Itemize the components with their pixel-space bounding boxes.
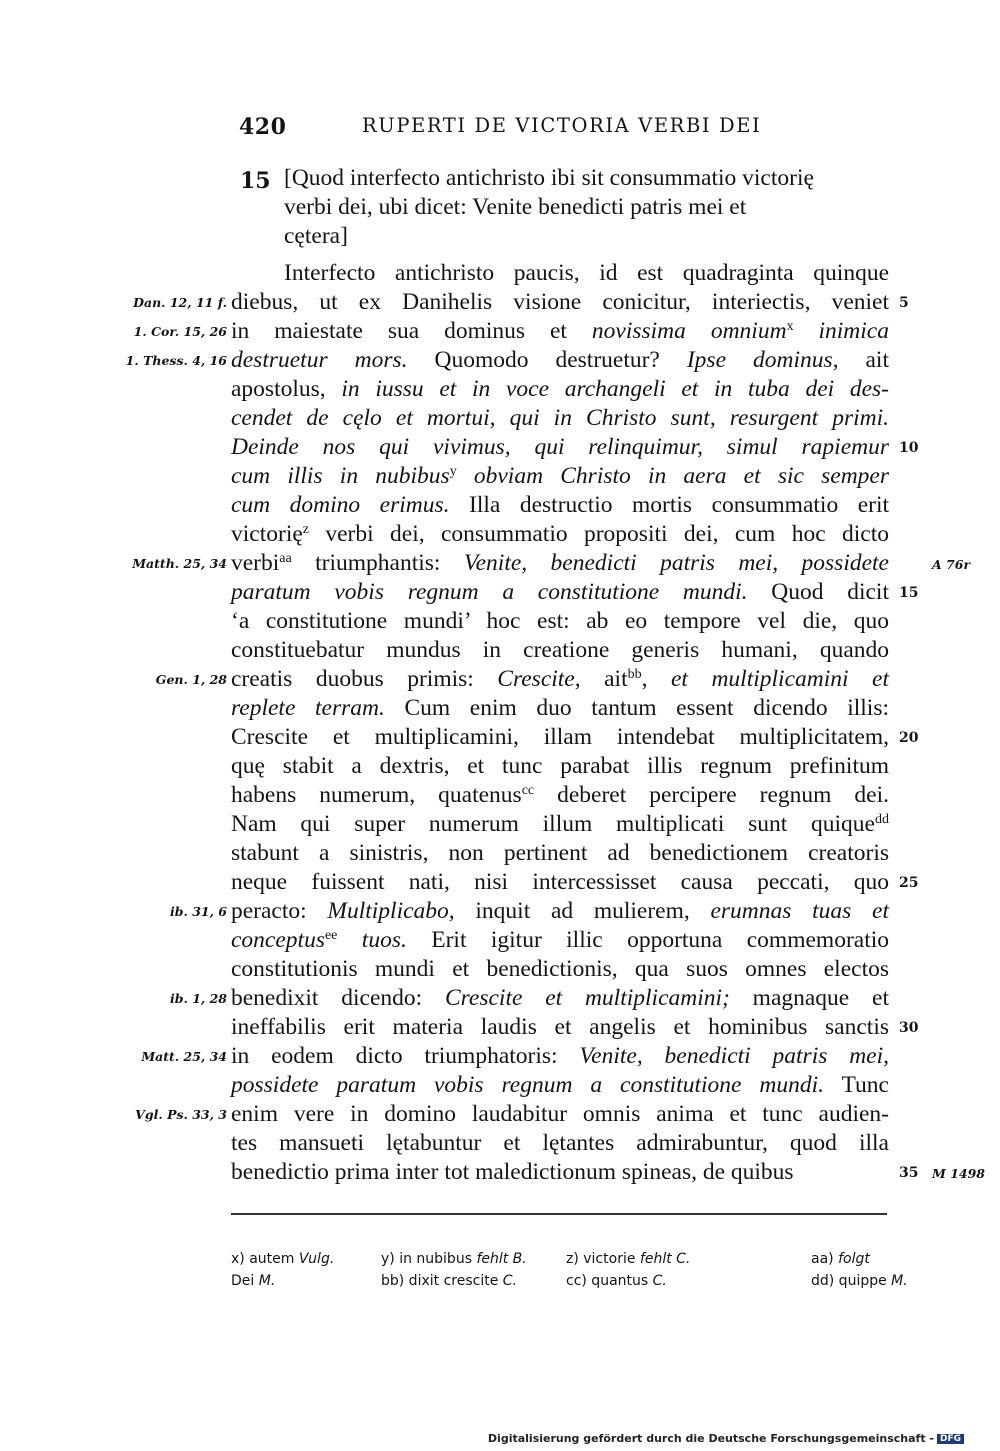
line-number: 35 <box>899 1165 919 1181</box>
text-line: cendet de cęlo et mortui, qui in Christo sunt, resurgent primi. <box>231 405 889 431</box>
text-line: benedixit dicendo: Crescite et multiplicamini; magnaque et <box>231 985 889 1011</box>
text-line: tes mansueti lętabuntur et lętantes admirabuntur, quod illa <box>231 1130 889 1156</box>
text-line: in eodem dicto triumphatoris: Venite, benedicti patris mei, <box>231 1043 890 1069</box>
marginal-reference: ib. 1, 28 <box>170 991 227 1006</box>
digitization-credit <box>488 1432 964 1445</box>
text-line: peracto: Multiplicabo, inquit ad mulierem, erumnas tuas et <box>231 898 889 924</box>
line-number: 15 <box>899 585 919 601</box>
line-number: 10 <box>899 440 919 456</box>
text-line: destruetur mors. Quomodo destruetur? Ipse dominus, ait <box>231 347 889 373</box>
marginal-reference: Dan. 12, 11 f. <box>133 295 227 310</box>
text-line: benedictio prima inter tot maledictionum spineas, de quibus <box>231 1159 794 1185</box>
dfg-logo-icon: DFG <box>937 1434 964 1444</box>
footnote: y) in nubibus fehlt B. <box>381 1251 527 1267</box>
line-number: 20 <box>899 730 919 746</box>
marginal-reference: 1. Cor. 15, 26 <box>133 324 227 339</box>
text-line: paratum vobis regnum a constitutione mundi. Quod dicit <box>231 579 889 605</box>
text-line: possidete paratum vobis regnum a constitutione mundi. Tunc <box>231 1072 889 1098</box>
footnote-line <box>231 1248 887 1270</box>
marginal-reference: ib. 31, 6 <box>170 904 227 919</box>
page-number: 420 <box>239 114 287 140</box>
text-line: verbi$^{aa}$ triumphantis: Venite, benedicti patris mei, possidete <box>231 550 889 576</box>
footnote: bb) dixit crescite C. <box>381 1273 518 1289</box>
text-line: Crescite et multiplicamini, illam intendebat multiplicitatem, <box>231 724 889 750</box>
marginal-reference: Matth. 25, 34 <box>132 556 227 571</box>
footnote: dd) quippe M. <box>811 1273 908 1289</box>
line-number: 25 <box>899 875 919 891</box>
text-line: Interfecto antichristo paucis, id est quadraginta quinque <box>284 260 889 286</box>
text-line: replete terram. Cum enim duo tantum essent dicendo illis: <box>231 695 889 721</box>
text-line: ineffabilis erit materia laudis et angelis et hominibus sanctis <box>231 1014 889 1040</box>
section-number: 15 <box>240 168 271 194</box>
credit-text: Digitalisierung gefördert durch die Deutsche Forschungsgemeinschaft - <box>487 1432 934 1445</box>
heading-line: [Quod interfecto antichristo ibi sit consummatio victorię <box>284 165 814 191</box>
footnote: x) autem Vulg. <box>231 1251 335 1267</box>
marginal-reference: Vgl. Ps. 33, 3 <box>135 1107 227 1122</box>
folio-mark: M 1498 <box>932 1166 985 1181</box>
text-line: ‘a constitutione mundi’ hoc est: ab eo tempore vel die, quo <box>231 608 889 634</box>
footnote: Dei M. <box>231 1273 276 1289</box>
text-line: victorię$^z$ verbi dei, consummatio propositi dei, cum hoc dicto <box>231 521 889 547</box>
text-line: cum illis in nubibus$^y$ obviam Christo in aera et sic semper <box>231 463 889 489</box>
text-line: Nam qui super numerum illum multiplicati sunt quique$^{dd}$ <box>231 811 889 837</box>
text-line: creatis duobus primis: Crescite, ait$^{bb}$, et multiplicamini et <box>231 666 889 692</box>
marginal-reference: Matt. 25, 34 <box>141 1049 227 1064</box>
text-line: conceptus$^{ee}$ tuos. Erit igitur illic opportuna commemoratio <box>231 927 890 953</box>
text-line: stabunt a sinistris, non pertinent ad benedictionem creatoris <box>231 840 889 866</box>
marginal-reference: 1. Thess. 4, 16 <box>125 353 227 368</box>
text-line: enim vere in domino laudabitur omnis anima et tunc audien- <box>231 1101 889 1127</box>
line-number: 5 <box>899 295 909 311</box>
section-heading <box>284 164 896 251</box>
footnote: cc) quantus C. <box>566 1273 667 1289</box>
text-line: apostolus, in iussu et in voce archangeli et in tuba dei des- <box>231 376 890 402</box>
text-line: in maiestate sua dominus et novissima omnium$^x$ inimica <box>231 318 889 344</box>
text-line: quę stabit a dextris, et tunc parabat illis regnum prefinitum <box>231 753 889 779</box>
heading-line: cętera] <box>284 223 348 249</box>
text-line: neque fuissent nati, nisi intercessisset causa peccati, quo <box>231 869 889 895</box>
footnote: z) victorie fehlt C. <box>566 1251 691 1267</box>
text-line: cum domino erimus. Illa destructio mortis consummatio erit <box>231 492 890 518</box>
text-line: constituebatur mundus in creatione generis humani, quando <box>231 637 889 663</box>
footnote-rule <box>231 1213 887 1215</box>
text-line: constitutionis mundi et benedictionis, qua suos omnes electos <box>231 956 889 982</box>
footnote: aa) folgt <box>811 1251 870 1267</box>
text-line: Deinde nos qui vivimus, qui relinquimur, simul rapiemur <box>231 434 889 460</box>
footnote-line <box>231 1270 908 1292</box>
running-title: RUPERTI DE VICTORIA VERBI DEI <box>362 114 762 137</box>
line-number: 30 <box>899 1020 919 1036</box>
text-line: diebus, ut ex Danihelis visione conicitur, interiectis, veniet <box>231 289 889 315</box>
heading-line: verbi dei, ubi dicet: Venite benedicti patris mei et <box>284 194 747 220</box>
marginal-reference: Gen. 1, 28 <box>155 672 227 687</box>
text-line: habens numerum, quatenus$^{cc}$ deberet percipere regnum dei. <box>231 782 889 808</box>
folio-mark: A 76r <box>932 557 971 572</box>
